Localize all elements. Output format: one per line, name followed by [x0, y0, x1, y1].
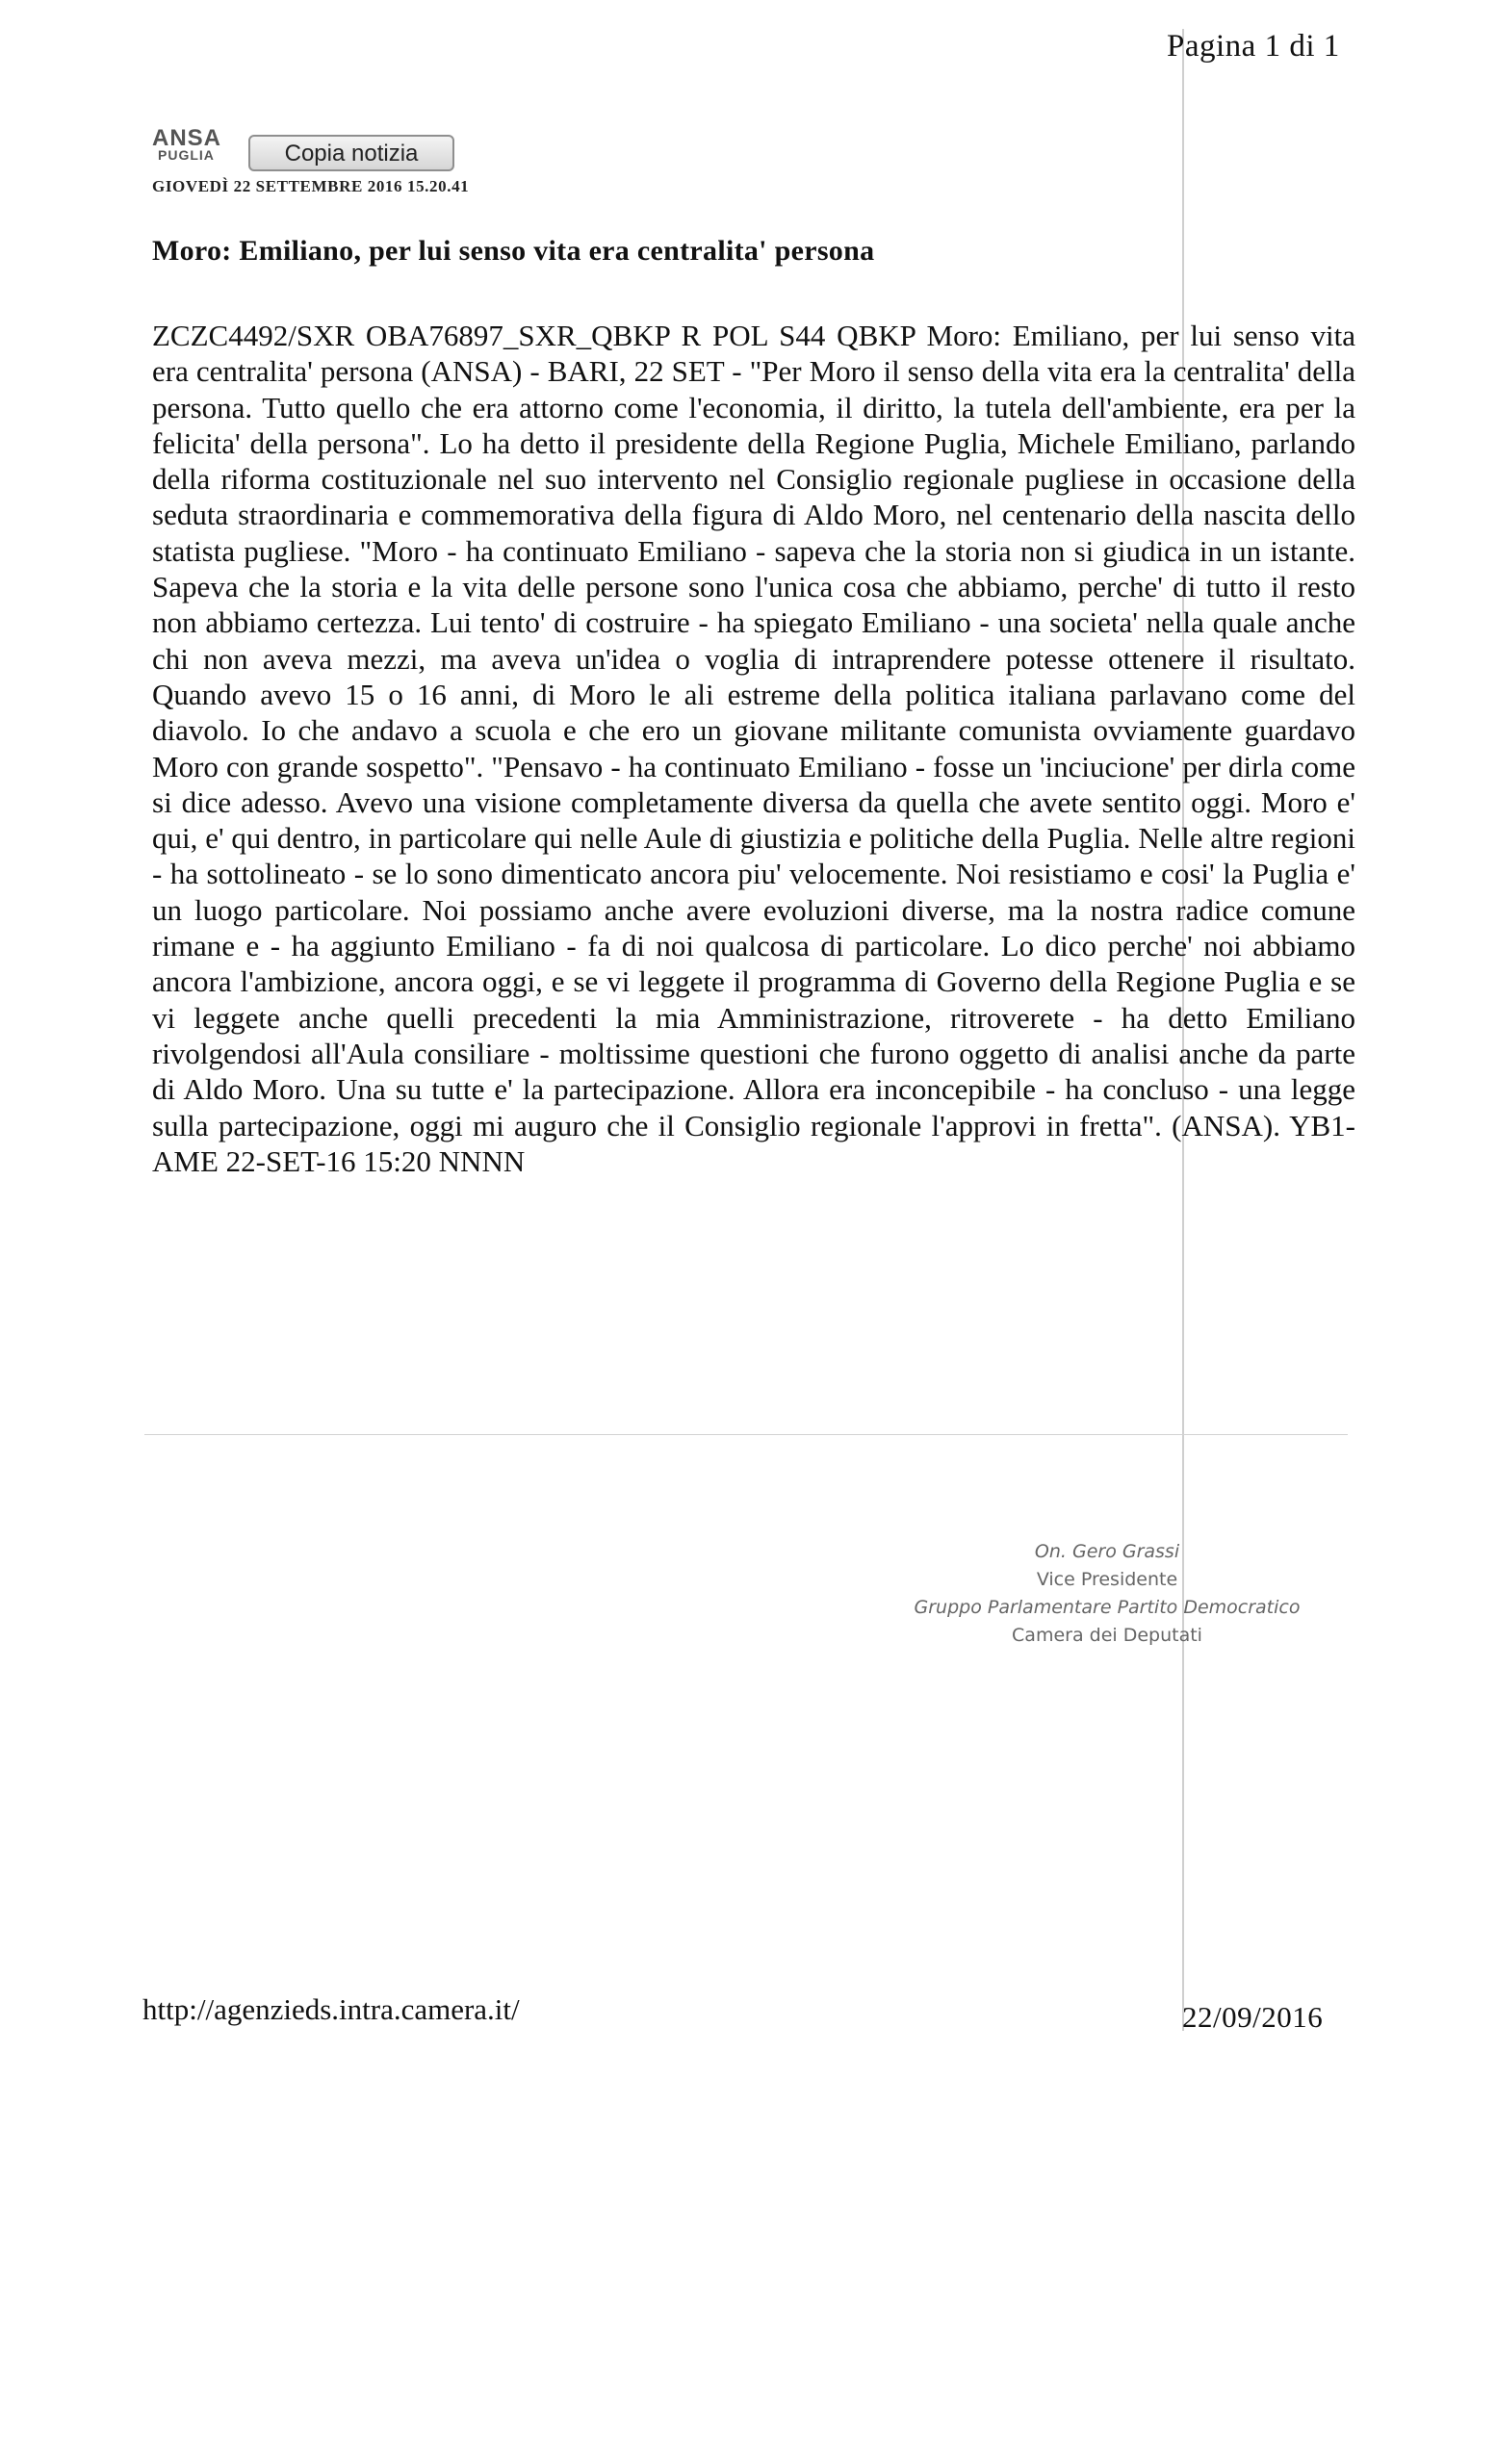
page-number: Pagina 1 di 1	[1167, 29, 1340, 64]
article-headline: Moro: Emiliano, per lui senso vita era centralita' persona	[152, 235, 875, 267]
logo-region-text: PUGLIA	[158, 147, 215, 163]
signature-name: On. Gero Grassi	[1034, 1541, 1180, 1562]
footer-url: http://agenzieds.intra.camera.it/	[142, 1992, 520, 2026]
ansa-puglia-logo	[152, 127, 246, 169]
copy-news-button[interactable]: Copia notizia	[248, 135, 454, 171]
signature-role: Vice Presidente	[1036, 1569, 1178, 1590]
footer-date: 22/09/2016	[1182, 2000, 1324, 2034]
signature-chamber: Camera dei Deputati	[1012, 1625, 1202, 1646]
signature-block	[866, 1538, 1348, 1650]
article-body: ZCZC4492/SXR OBA76897_SXR_QBKP R POL S44 QBKP Moro: Emiliano, per lui senso vita era centralita' persona (ANSA) - BARI, 22 SET - "Per Moro il senso della vita era la centralita' della persona. Tutto quello che era attorno come l'economia, il diritto, la tutela dell'ambiente, era per la felicita' della persona". Lo ha detto il presidente della Regione Puglia, Michele Emiliano, parlando della riforma costituzionale nel suo intervento nel Consiglio regionale pugliese in occasione della seduta straordinaria e commemorativa della figura di Aldo Moro, nel centenario della nascita dello statista pugliese. "Moro - ha continuato Emiliano - sapeva che la storia non si giudica in un istante. Sapeva che la storia e la vita delle persone sono l'unica cosa che abbiamo, perche' di tutto il resto non abbiamo certezza. Lui tento' di costruire - ha spiegato Emiliano - una societa' nella quale anche chi non aveva mezzi, ma aveva un'idea o voglia di intraprendere potesse ottenere il risultato. Quando avevo 15 o 16 anni, di Moro le ali estreme della politica italiana parlavano come del diavolo. Io che andavo a scuola e che ero un giovane militante comunista ovviamente guardavo Moro con grande sospetto". "Pensavo - ha continuato Emiliano - fosse un 'inciucione' per dirla come si dice adesso. Avevo una visione completamente diversa da quella che avete sentito oggi. Moro e' qui, e' qui dentro, in particolare qui nelle Aule di giustizia e politiche della Puglia. Nelle altre regioni - ha sottolineato - se lo sono dimenticato ancora piu' velocemente. Noi resistiamo e cosi' la Puglia e' un luogo particolare. Noi possiamo anche avere evoluzioni diverse, ma la nostra radice comune rimane e - ha aggiunto Emiliano - fa di noi qualcosa di particolare. Lo dico perche' noi abbiamo ancora l'ambizione, ancora oggi, e se vi leggete il programma di Governo della Regione Puglia e se vi leggete anche quelli precedenti la mia Amministrazione, ritroverete - ha detto Emiliano rivolgendosi all'Aula consiliare - moltissime questioni che furono oggetto di analisi anche da parte di Aldo Moro. Una su tutte e' la partecipazione. Allora era inconcepibile - ha concluso - una legge sulla partecipazione, oggi mi auguro che il Consiglio regionale l'approvi in fretta". (ANSA). YB1-AME 22-SET-16 15:20 NNNN	[152, 319, 1355, 1178]
publication-date: GIOVEDÌ 22 SETTEMBRE 2016 15.20.41	[152, 177, 470, 195]
separator-line	[144, 1434, 1348, 1435]
signature-group: Gruppo Parlamentare Partito Democratico	[914, 1597, 1301, 1618]
logo-brand-text: ANSA	[152, 125, 222, 151]
